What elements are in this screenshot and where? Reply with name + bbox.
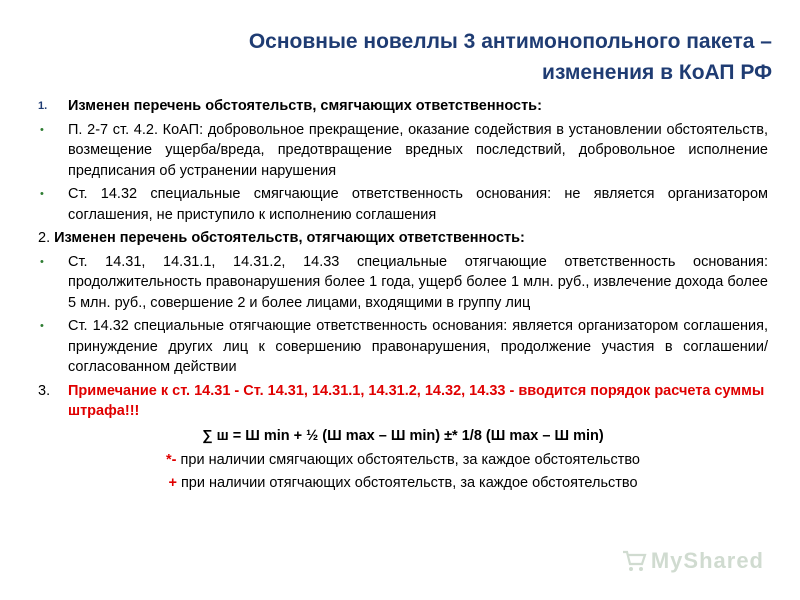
formula-plus-explanation xyxy=(38,473,768,494)
section-2-heading-row xyxy=(38,228,768,249)
section-2-bullet-1 xyxy=(38,252,768,314)
plus-sign: + xyxy=(168,474,177,491)
minus-explanation-text: при наличии смягчающих обстоятельств, за каждое обстоятельство xyxy=(176,452,640,468)
section-2-number: 2. xyxy=(38,230,51,246)
minus-sign: *- xyxy=(166,452,177,468)
section-2-heading: Изменен перечень обстоятельств, отягчающих ответственность: xyxy=(54,230,525,246)
section-2-bullet-2-text: Ст. 14.32 специальные отягчающие ответственность основания: является организатором соглашения, принуждение других лиц к совершению правонарушения, продолжение участия в соглашении/согласованном действии xyxy=(68,318,768,375)
section-1-bullet-2-text: Ст. 14.32 специальные смягчающие ответственность основания: не является организатором соглашения, не приступило к исполнению соглашения xyxy=(68,186,768,223)
bullet-dot-icon: • xyxy=(40,123,44,136)
section-1-heading-row xyxy=(38,96,768,117)
section-2-bullet-1-text: Ст. 14.31, 14.31.1, 14.31.2, 14.33 специальные отягчающие ответственность основания: продолжительность правонарушения более 1 года, ущерб более 1 млн. руб., извлечение дохода более 5 млн. руб., совершение 2 и более лицами, входящими в группу лиц xyxy=(68,253,768,311)
formula-minus-explanation xyxy=(38,450,768,471)
plus-explanation-text: при наличии отягчающих обстоятельств, за каждое обстоятельство xyxy=(176,474,638,491)
bullet-dot-icon: • xyxy=(40,255,44,268)
section-1-number: 1. xyxy=(38,100,48,112)
section-3-note-row xyxy=(38,381,768,422)
section-3-number: 3. xyxy=(38,382,51,399)
watermark xyxy=(621,548,764,574)
slide-title-line-1: Основные новеллы 3 антимонопольного пакета – xyxy=(248,30,772,53)
slide-content xyxy=(38,96,768,495)
section-1-bullet-1-text: П. 2-7 ст. 4.2. КоАП: добровольное прекращение, оказание содействия в установлении обстоятельств, возмещение ущерба/вреда, предотвращение вредных последствий, добровольное исполнение предписания об устранении нарушения xyxy=(68,121,768,179)
watermark-text: MyShared xyxy=(650,548,764,573)
section-1-bullet-1 xyxy=(38,120,768,182)
fine-formula: ∑ ш = Ш min + ½ (Ш max – Ш min) ±* 1/8 (Ш max – Ш min) xyxy=(202,427,604,444)
section-1-bullet-2 xyxy=(38,184,768,225)
slide-title-line-2: изменения в КоАП РФ xyxy=(542,61,772,84)
section-2-bullet-2 xyxy=(38,316,768,378)
section-3-note: Примечание к ст. 14.31 - Ст. 14.31, 14.31.1, 14.31.2, 14.32, 14.33 - вводится порядок расчета суммы штрафа!!! xyxy=(68,382,765,419)
section-1-heading: Изменен перечень обстоятельств, смягчающих ответственность: xyxy=(68,98,542,114)
slide-title xyxy=(72,26,772,88)
bullet-dot-icon: • xyxy=(40,320,44,332)
cart-icon xyxy=(621,549,647,573)
bullet-dot-icon: • xyxy=(40,188,44,200)
